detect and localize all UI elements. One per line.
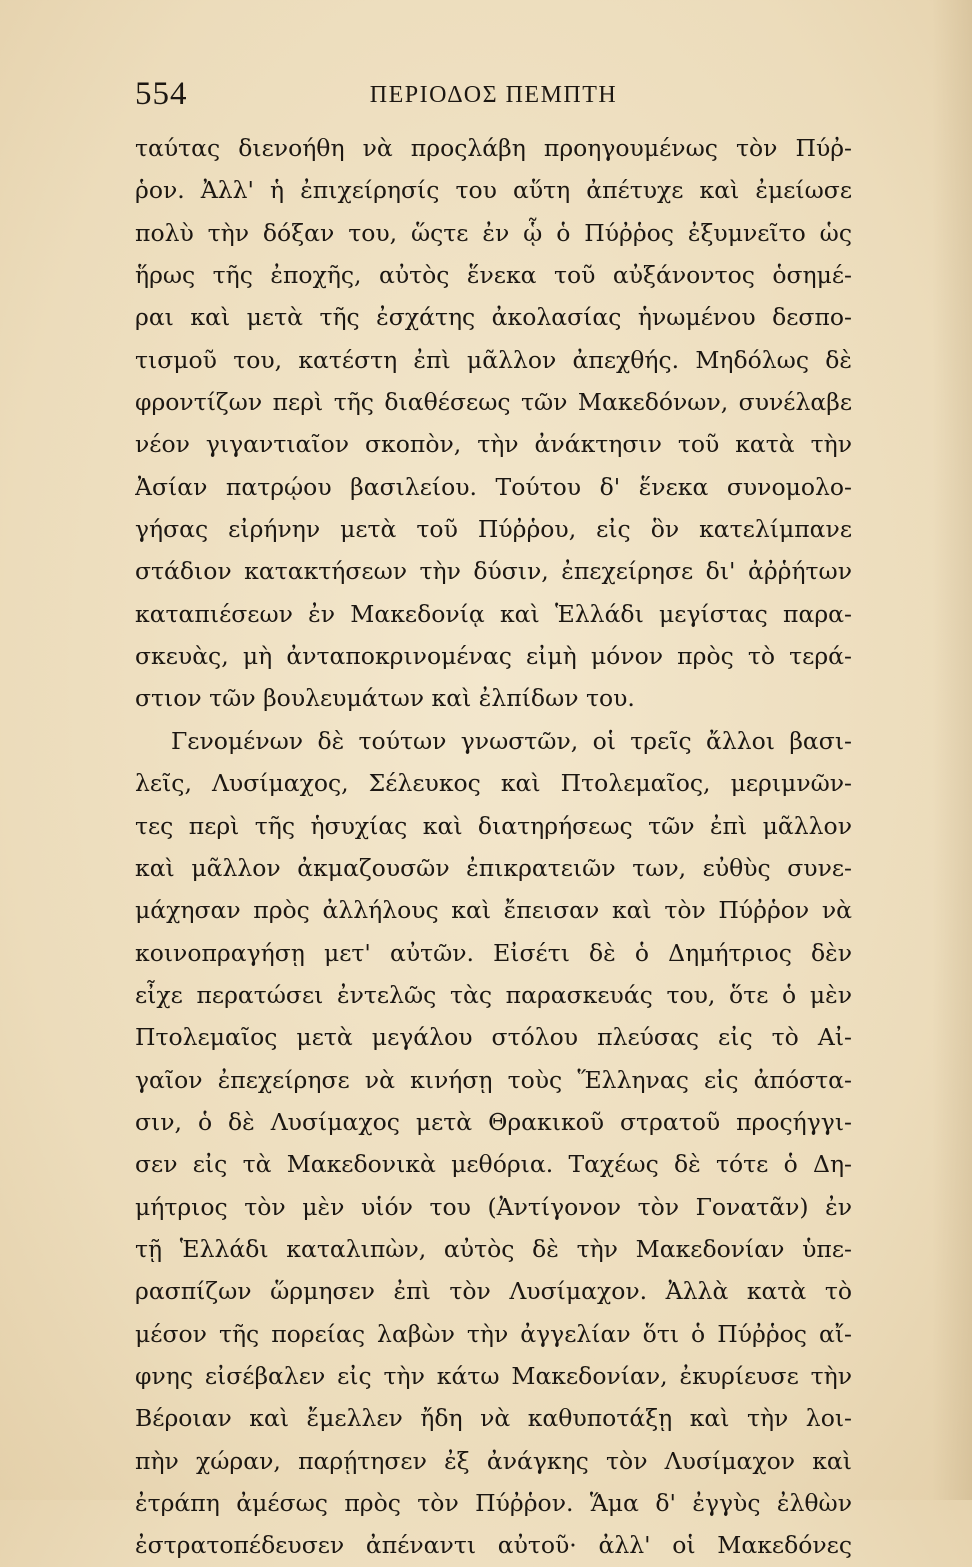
text-line: ἥρως τῆς ἐποχῆς, αὐτὸς ἕνεκα τοῦ αὐξάνοντος ὁσημέ- (135, 261, 852, 290)
text-line: μήτριος τὸν μὲν υἱόν του (Ἀντίγονον τὸν Γονατᾶν) ἐν (135, 1192, 852, 1221)
page-header (135, 72, 852, 116)
text-line: ρασπίζων ὥρμησεν ἐπὶ τὸν Λυσίμαχον. Ἀλλὰ κατὰ τὸ (135, 1277, 852, 1306)
text-line: πὴν χώραν, παρῄτησεν ἐξ ἀνάγκης τὸν Λυσίμαχον καὶ (135, 1446, 852, 1475)
text-line: Ἀσίαν πατρῴου βασιλείου. Τούτου δ' ἕνεκα συνομολο- (135, 472, 852, 501)
text-line: κοινοπραγήσῃ μετ' αὐτῶν. Εἰσέτι δὲ ὁ Δημήτριος δὲν (135, 938, 852, 967)
text-line: ἐτράπη ἀμέσως πρὸς τὸν Πύῤῥον. Ἅμα δ' ἐγγὺς ἐλθὼν (135, 1489, 852, 1517)
text-line: εἶχε περατώσει ἐντελῶς τὰς παρασκευάς του, ὅτε ὁ μὲν (135, 980, 852, 1009)
text-line: Βέροιαν καὶ ἔμελλεν ἤδη νὰ καθυποτάξῃ καὶ τὴν λοι- (135, 1404, 852, 1433)
text-line: τισμοῦ του, κατέστη ἐπὶ μᾶλλον ἀπεχθής. Μηδόλως δὲ (135, 345, 852, 374)
page-edge-shadow (932, 0, 972, 1500)
text-line: τῇ Ἑλλάδι καταλιπὼν, αὐτὸς δὲ τὴν Μακεδονίαν ὑπε- (135, 1234, 852, 1263)
text-line: λεῖς, Λυσίμαχος, Σέλευκος καὶ Πτολεμαῖος, μεριμνῶν- (135, 769, 852, 798)
text-line: ταύτας διενοήθη νὰ προςλάβη προηγουμένως τὸν Πύῤ- (135, 134, 852, 162)
text-line: Γενομένων δὲ τούτων γνωστῶν, οἱ τρεῖς ἄλλοι βασι- (171, 726, 852, 755)
text-line: Πτολεμαῖος μετὰ μεγάλου στόλου πλεύσας εἰς τὸ Αἰ- (135, 1023, 852, 1052)
text-line: σεν εἰς τὰ Μακεδονικὰ μεθόρια. Ταχέως δὲ τότε ὁ Δη- (135, 1150, 852, 1179)
body-text (135, 127, 852, 1567)
text-line: τες περὶ τῆς ἡσυχίας καὶ διατηρήσεως τῶν ἐπὶ μᾶλλον (135, 811, 852, 840)
text-line: καταπιέσεων ἐν Μακεδονίᾳ καὶ Ἑλλάδι μεγίστας παρα- (135, 599, 852, 628)
text-line: φροντίζων περὶ τῆς διαθέσεως τῶν Μακεδόνων, συνέλαβε (135, 388, 852, 417)
page-number: 554 (135, 76, 188, 112)
text-line: μάχησαν πρὸς ἀλλήλους καὶ ἔπεισαν καὶ τὸν Πύῤῥον νὰ (135, 896, 852, 925)
text-line: στιον τῶν βουλευμάτων καὶ ἐλπίδων του. (135, 684, 635, 713)
text-line: καὶ μᾶλλον ἀκμαζουσῶν ἐπικρατειῶν των, εὐθὺς συνε- (135, 853, 852, 882)
text-line: φνης εἰσέβαλεν εἰς τὴν κάτω Μακεδονίαν, ἐκυρίευσε τὴν (135, 1361, 852, 1390)
text-line: ἐστρατοπέδευσεν ἀπέναντι αὐτοῦ· ἀλλ' οἱ Μακεδόνες (135, 1531, 852, 1560)
text-line: μέσον τῆς πορείας λαβὼν τὴν ἀγγελίαν ὅτι ὁ Πύῤῥος αἴ- (135, 1319, 852, 1348)
text-line: γαῖον ἐπεχείρησε νὰ κινήσῃ τοὺς Ἕλληνας εἰς ἀπόστα- (135, 1065, 852, 1094)
text-line: ραι καὶ μετὰ τῆς ἐσχάτης ἀκολασίας ἡνωμένου δεσπο- (135, 303, 852, 332)
text-line: σκευὰς, μὴ ἀνταποκρινομένας εἰμὴ μόνον πρὸς τὸ τερά- (135, 642, 852, 671)
text-line: στάδιον κατακτήσεων τὴν δύσιν, ἐπεχείρησε δι' ἀῤῥήτων (135, 557, 852, 586)
text-line: γήσας εἰρήνην μετὰ τοῦ Πύῤῥου, εἰς ὃν κατελίμπανε (135, 515, 852, 544)
text-line: σιν, ὁ δὲ Λυσίμαχος μετὰ Θρακικοῦ στρατοῦ προςήγγι- (135, 1107, 852, 1136)
text-line: ῥον. Ἀλλ' ἡ ἐπιχείρησίς του αὕτη ἀπέτυχε καὶ ἐμείωσε (135, 176, 852, 205)
text-line: πολὺ τὴν δόξαν του, ὥςτε ἐν ᾧ ὁ Πύῤῥος ἐξυμνεῖτο ὡς (135, 218, 852, 247)
running-head: ΠΕΡΙΟΔΟΣ ΠΕΜΠΤΗ (369, 82, 618, 108)
text-line: νέον γιγαντιαῖον σκοπὸν, τὴν ἀνάκτησιν τοῦ κατὰ τὴν (135, 430, 852, 459)
